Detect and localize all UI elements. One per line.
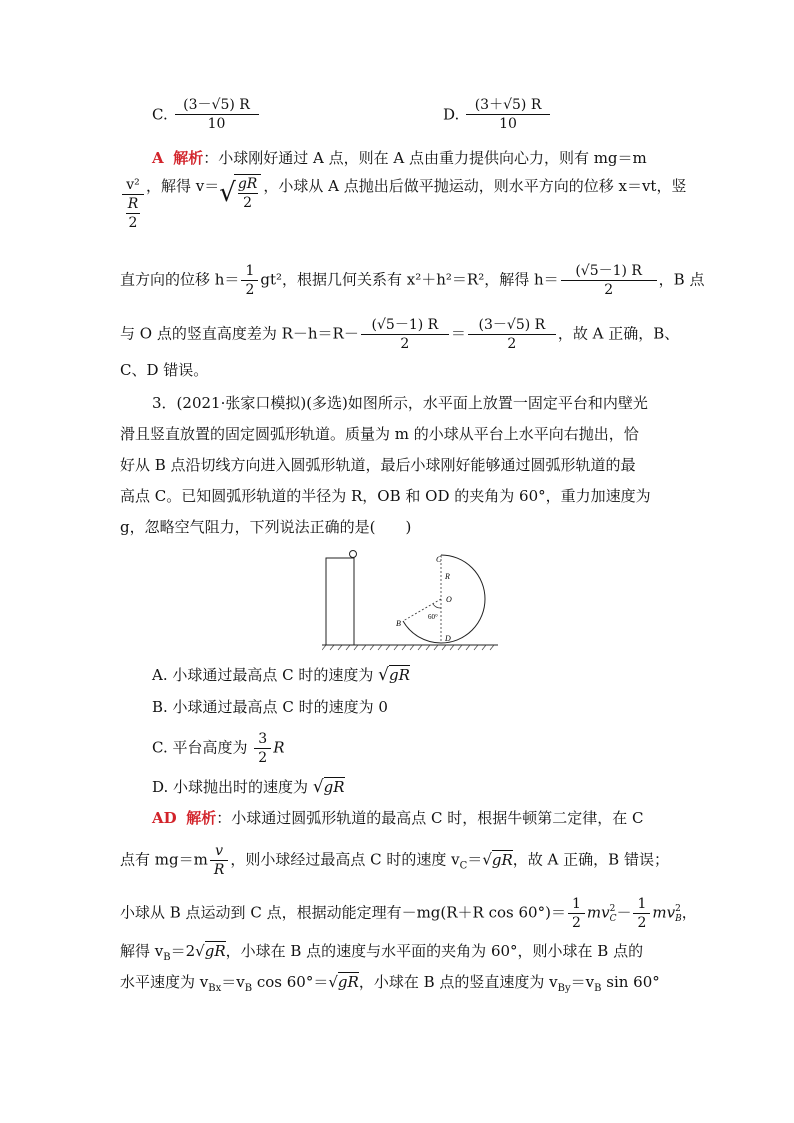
- v-squared-over-r-half: v² R 2: [122, 176, 144, 232]
- question3-line4: 高点 C。已知圆弧形轨道的半径为 R，OB 和 OD 的夹角为 60°，重力加速度为: [120, 487, 651, 505]
- choice-a: A. 小球通过最高点 C 时的速度为 √gR: [152, 665, 410, 685]
- platform-track-diagram: [322, 548, 702, 660]
- angle-arc: [433, 604, 441, 608]
- option-c-top: [152, 96, 261, 133]
- solution2-line5: 水平速度为 $v_{Bx}=v_B$ cos 60°＝√gR，小球在 B 点的竖直速度为 $v_{By}=v_B$ sin 60°: [120, 973, 660, 994]
- solution1-line5: C、D 错误。: [120, 361, 209, 379]
- question3-line2: 滑且竖直放置的固定圆弧形轨道。质量为 m 的小球从平台上水平向右抛出，恰: [120, 425, 639, 443]
- option-d-top: [443, 96, 552, 133]
- label-r: R: [445, 572, 450, 581]
- answer-tag: A: [152, 149, 164, 167]
- option-d-label: D.: [443, 105, 460, 124]
- solution2-line4: 解得 $v_B=2√gR$，小球在 B 点的速度与水平面的夹角为 60°，则小球在 B 点的: [120, 942, 644, 963]
- ball: [350, 551, 357, 558]
- label-o: O: [446, 595, 452, 604]
- solution1-line2: v² R 2 ，解得 v＝√ $\frac{gR}{2}$ ，小球从 A 点抛出后做平抛运动，则水平方向的位移 x＝vt，竖: [120, 176, 686, 232]
- label-d: D: [445, 634, 451, 643]
- sqrt-gr-over-2: √ $\frac{gR}{2}$: [219, 174, 263, 212]
- solution2-line3: 小球从 B 点运动到 C 点，根据动能定理有－mg(R＋R cos 60°)＝ $\frac{1}{2}$ mv 2 C － $\frac{1}{2}$ mv 2 B ，: [120, 896, 697, 931]
- option-c-fraction: $\frac{(3-√5) R}{10}$: [175, 96, 259, 133]
- platform: [326, 558, 354, 645]
- choice-d: D. 小球抛出时的速度为 √gR: [152, 777, 345, 797]
- solution1-line1: A 解析：小球刚好通过 A 点，则在 A 点由重力提供向心力，则有 mg＝m: [152, 149, 647, 167]
- choice-c: C. 平台高度为 $\frac{3}{2}$ R: [152, 731, 285, 766]
- choice-b: B. 小球通过最高点 C 时的速度为 0: [152, 698, 388, 716]
- solution1-line3: 直方向的位移 h＝ $\frac{1}{2}$ gt²，根据几何关系有 x²＋h²＝R²，解得 h＝ $\frac{(√5-1) R}{2}$ ，B 点: [120, 263, 705, 298]
- label-b: B: [396, 619, 401, 628]
- solution2-line2: 点有 mg＝m $\frac{v}{R}$ ，则小球经过最高点 C 时的速度 $v_C=√gR$，故 A 正确，B 错误；: [120, 843, 669, 878]
- label-angle: 60°: [428, 613, 438, 621]
- analysis-label: 解析: [173, 149, 204, 167]
- circular-track: [403, 555, 485, 643]
- solution1-line4: 与 O 点的竖直高度差为 R－h＝R－ $\frac{(√5-1) R}{2}$ ＝ $\frac{(3-√5) R}{2}$ ，故 A 正确，B、: [120, 317, 680, 352]
- option-c-label: C.: [152, 105, 168, 124]
- answer-tag-2: AD: [152, 809, 177, 827]
- question3-line5: g，忽略空气阻力，下列说法正确的是( ): [120, 518, 412, 536]
- question3-line1: 3．(2021·张家口模拟)(多选)如图所示，水平面上放置一固定平台和内壁光: [152, 394, 648, 412]
- option-d-fraction: $\frac{(3+√5) R}{10}$: [466, 96, 550, 133]
- question3-line3: 好从 B 点沿切线方向进入圆弧形轨道，最后小球刚好能够通过圆弧形轨道的最: [120, 456, 636, 474]
- label-c: C: [436, 555, 442, 564]
- analysis-label-2: 解析: [186, 809, 217, 827]
- ground-hatch: [322, 645, 494, 650]
- solution2-line1: AD 解析：小球通过圆弧形轨道的最高点 C 时，根据牛顿第二定律，在 C: [152, 809, 644, 827]
